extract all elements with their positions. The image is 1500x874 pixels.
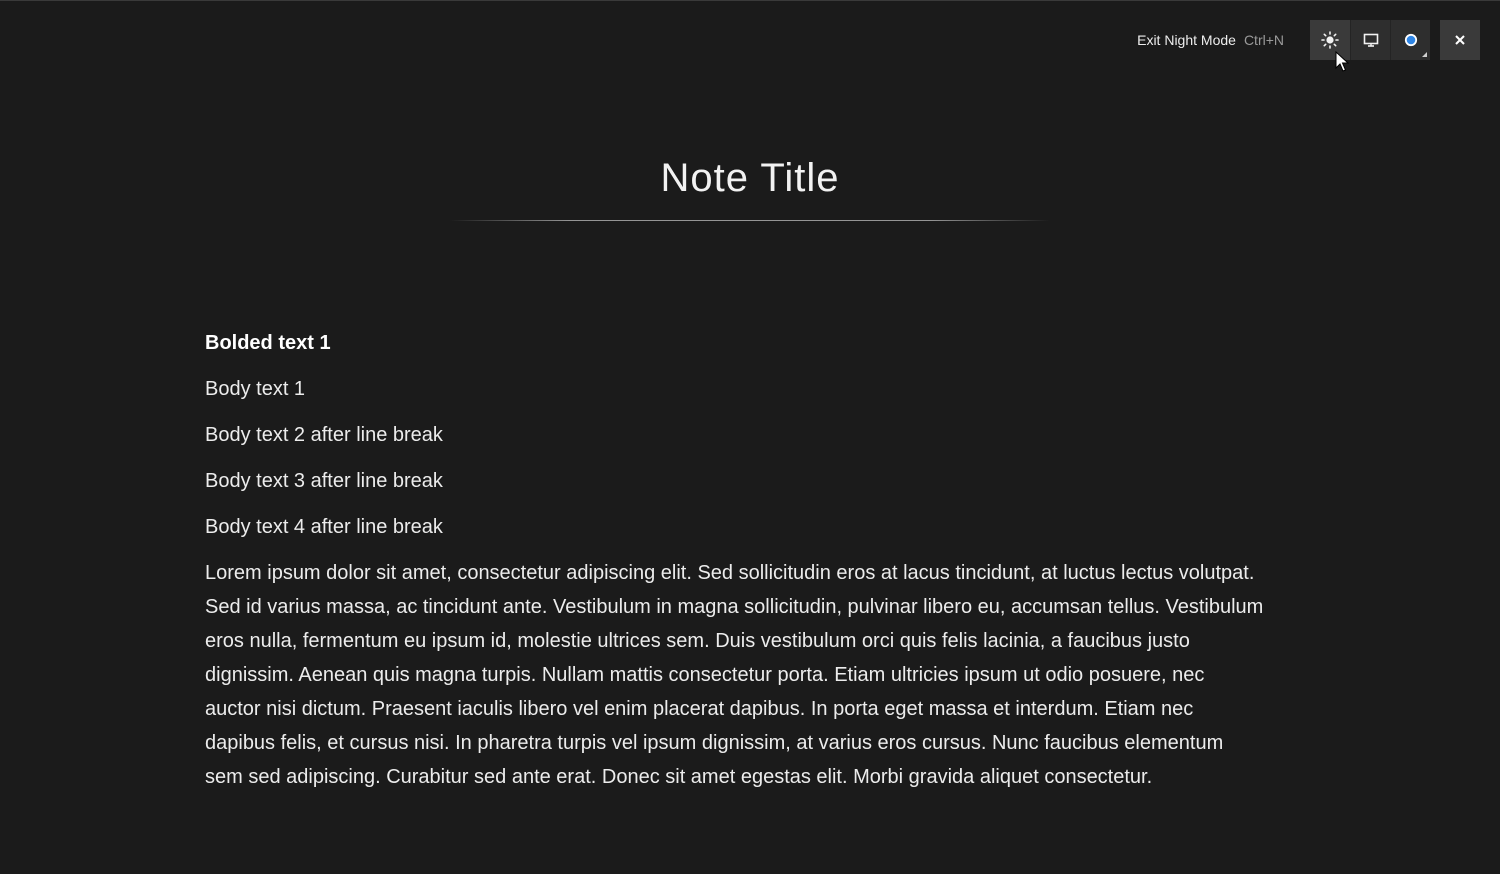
sun-icon <box>1321 31 1339 49</box>
dropdown-corner-icon <box>1422 52 1427 57</box>
body-line: Body text 4 after line break <box>205 516 443 538</box>
toolbar <box>1137 20 1480 60</box>
close-button[interactable] <box>1440 20 1480 60</box>
monitor-icon <box>1363 32 1379 48</box>
bold-line: Bolded text 1 <box>205 332 331 354</box>
body-paragraph: Lorem ipsum dolor sit amet, consectetur adipiscing elit. Sed sollicitudin eros at lacus tincidunt, at luctus lectus volutpat. Sed id varius massa, ac tincidunt ante. Vestibulum in magna sollicitudin, pulvinar libero eu, accumsan tellus. Vestibulum eros nulla, fermentum eu ipsum id, molestie ultrices sem. Duis vestibulum orci quis felis lacinia, a faucibus justo dignissim. Aenean quis magna turpis. Nullam mattis consectetur porta. Etiam ultricies ipsum ut odio posuere, nec auctor nisi dictum. Praesent iaculis libero vel enim placerat dapibus. In porta eget massa et interdum. Etiam nec dapibus felis, et cursus nisi. In pharetra turpis vel ipsum dignissim, at varius eros cursus. Nunc faucibus elementum sem sed adipiscing. Curabitur sed ante erat. Donec sit amet egestas elit. Morbi gravida aliquet consectetur. <box>205 562 1264 788</box>
hint-label: Exit Night Mode <box>1137 32 1236 48</box>
presentation-button[interactable] <box>1350 20 1390 60</box>
night-mode-toggle-button[interactable] <box>1310 20 1350 60</box>
body-line: Body text 1 <box>205 378 306 400</box>
note-title: Note Title <box>660 156 840 200</box>
body-line: Body text 3 after line break <box>205 470 443 492</box>
note-body <box>205 331 1265 816</box>
highlight-color-button[interactable] <box>1390 20 1430 60</box>
circle-icon <box>1403 32 1419 48</box>
night-mode-hint <box>1137 32 1284 48</box>
view-mode-buttons <box>1310 20 1430 60</box>
title-divider <box>450 220 1050 221</box>
body-line: Body text 2 after line break <box>205 424 443 446</box>
hint-shortcut: Ctrl+N <box>1243 32 1284 48</box>
close-icon <box>1454 34 1466 46</box>
